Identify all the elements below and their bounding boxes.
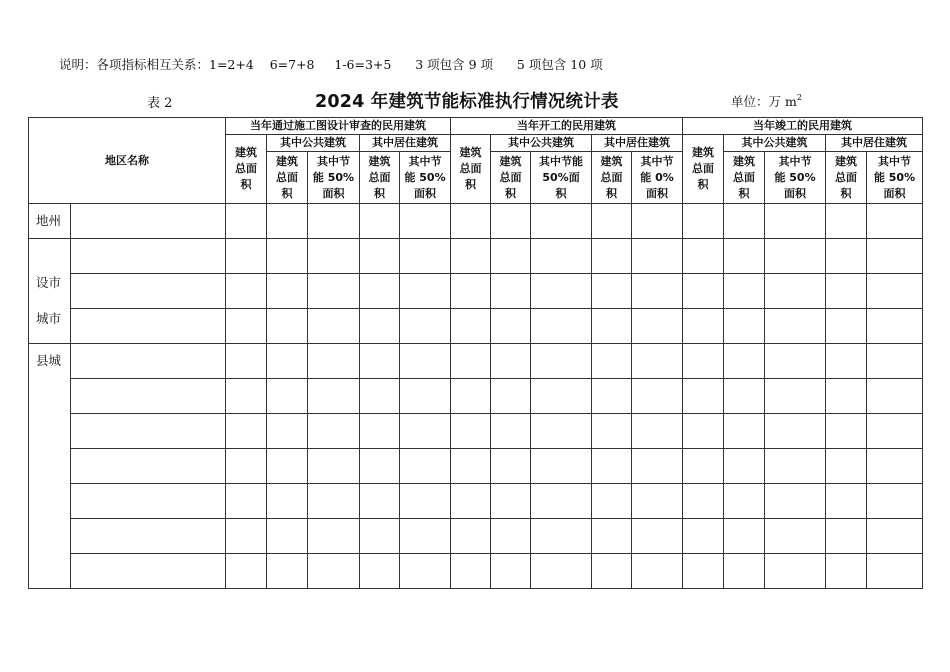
table-cell [826, 274, 867, 309]
table-cell [360, 554, 400, 589]
table-cell [826, 344, 867, 379]
table-cell [531, 554, 592, 589]
table-row [29, 344, 923, 379]
table-cell [765, 484, 826, 519]
region-xiancheng: 县城 [29, 344, 71, 589]
table-cell [491, 274, 531, 309]
table-cell [724, 274, 765, 309]
table-cell [632, 379, 683, 414]
table-cell [491, 554, 531, 589]
table-cell [724, 554, 765, 589]
table-cell [683, 204, 724, 239]
g3-res-total-header: 建筑 总面 积 [826, 152, 867, 204]
table-cell [826, 309, 867, 344]
table-cell [451, 414, 491, 449]
table-cell [308, 344, 360, 379]
table-cell [632, 519, 683, 554]
table-cell [267, 449, 308, 484]
g1-res-energy-header: 其中节 能 50% 面积 [400, 152, 451, 204]
table-cell [683, 274, 724, 309]
table-cell [267, 484, 308, 519]
table-cell [724, 414, 765, 449]
table-cell [632, 204, 683, 239]
g1-residential-header: 其中居住建筑 [360, 135, 451, 152]
table-cell [826, 204, 867, 239]
table-cell [683, 239, 724, 274]
g1-public-total-header: 建筑 总面 积 [267, 152, 308, 204]
table-cell [632, 554, 683, 589]
table-cell [592, 484, 632, 519]
table-cell [491, 484, 531, 519]
table-cell [451, 449, 491, 484]
table-cell [226, 484, 267, 519]
table-cell [226, 204, 267, 239]
g3-total-area-header: 建筑 总面 积 [683, 135, 724, 204]
table-cell [308, 309, 360, 344]
table-cell [765, 344, 826, 379]
table-cell [592, 309, 632, 344]
table-cell [867, 274, 923, 309]
table-cell [826, 554, 867, 589]
table-cell [826, 519, 867, 554]
group-started-header: 当年开工的民用建筑 [451, 118, 683, 135]
table-cell [360, 204, 400, 239]
table-cell [308, 554, 360, 589]
table-cell [531, 239, 592, 274]
table-cell [683, 309, 724, 344]
table-cell [724, 309, 765, 344]
table-cell [360, 379, 400, 414]
table-row [29, 554, 923, 589]
table-cell [531, 414, 592, 449]
page-title: 2024 年建筑节能标准执行情况统计表 [315, 92, 619, 112]
table-cell [451, 344, 491, 379]
table-cell [226, 309, 267, 344]
g3-public-energy-header: 其中节 能 50% 面积 [765, 152, 826, 204]
table-cell [724, 239, 765, 274]
table-cell [632, 414, 683, 449]
unit-superscript: 2 [796, 92, 802, 102]
table-cell [226, 414, 267, 449]
table-cell [491, 414, 531, 449]
g2-public-total-header: 建筑 总面 积 [491, 152, 531, 204]
table-cell [71, 414, 226, 449]
table-cell [531, 449, 592, 484]
g2-public-energy-header: 其中节能 50%面 积 [531, 152, 592, 204]
table-cell [724, 344, 765, 379]
table-cell [267, 204, 308, 239]
table-cell [308, 274, 360, 309]
table-cell [683, 519, 724, 554]
table-cell [451, 239, 491, 274]
table-cell [308, 239, 360, 274]
table-cell [632, 344, 683, 379]
g1-public-energy-header: 其中节 能 50% 面积 [308, 152, 360, 204]
g3-residential-header: 其中居住建筑 [826, 135, 923, 152]
table-cell [867, 344, 923, 379]
table-cell [71, 449, 226, 484]
table-cell [765, 519, 826, 554]
table-cell [308, 484, 360, 519]
table-cell [491, 239, 531, 274]
table-cell [400, 379, 451, 414]
table-cell [360, 309, 400, 344]
region-name-header: 地区名称 [29, 118, 226, 204]
table-row [29, 449, 923, 484]
g1-res-total-header: 建筑 总面 积 [360, 152, 400, 204]
table-cell [360, 344, 400, 379]
table-row [29, 484, 923, 519]
table-cell [765, 204, 826, 239]
table-cell [724, 449, 765, 484]
table-cell [683, 344, 724, 379]
table-cell [226, 379, 267, 414]
region-sheshi-chengshi: 设市 城市 [29, 239, 71, 344]
group-completed-header: 当年竣工的民用建筑 [683, 118, 923, 135]
table-cell [360, 519, 400, 554]
table-cell [683, 449, 724, 484]
header-row-groups [29, 118, 923, 135]
table-cell [360, 274, 400, 309]
table-cell [491, 344, 531, 379]
table-cell [867, 414, 923, 449]
table-cell [765, 554, 826, 589]
table-cell [531, 309, 592, 344]
table-cell [71, 274, 226, 309]
table-cell [724, 519, 765, 554]
table-cell [400, 414, 451, 449]
table-cell [765, 309, 826, 344]
table-cell [267, 519, 308, 554]
table-cell [867, 449, 923, 484]
table-row [29, 379, 923, 414]
table-cell [308, 204, 360, 239]
table-cell [531, 274, 592, 309]
table-cell [226, 344, 267, 379]
table-cell [71, 554, 226, 589]
table-cell [226, 274, 267, 309]
table-row [29, 414, 923, 449]
table-cell [867, 519, 923, 554]
g2-res-total-header: 建筑 总面 积 [592, 152, 632, 204]
table-cell [592, 379, 632, 414]
table-cell [632, 274, 683, 309]
g3-public-header: 其中公共建筑 [724, 135, 826, 152]
table-cell [867, 379, 923, 414]
group-approved-header: 当年通过施工图设计审查的民用建筑 [226, 118, 451, 135]
table-row [29, 239, 923, 274]
table-cell [400, 309, 451, 344]
table-cell [400, 239, 451, 274]
g1-total-area-header: 建筑 总面 积 [226, 135, 267, 204]
table-cell [451, 379, 491, 414]
table-cell [267, 274, 308, 309]
table-cell [360, 484, 400, 519]
table-cell [308, 449, 360, 484]
table-row [29, 274, 923, 309]
table-cell [592, 239, 632, 274]
table-cell [71, 309, 226, 344]
table-cell [826, 484, 867, 519]
unit-text: 单位：万 m [731, 94, 797, 109]
table-cell [867, 484, 923, 519]
table-cell [826, 414, 867, 449]
table-cell [724, 484, 765, 519]
table-cell [400, 519, 451, 554]
table-number: 表 2 [147, 96, 173, 111]
table-cell [592, 344, 632, 379]
table-cell [226, 519, 267, 554]
table-cell [826, 239, 867, 274]
table-cell [400, 204, 451, 239]
table-row [29, 204, 923, 239]
table-cell [867, 239, 923, 274]
g2-res-energy-header: 其中节 能 0% 面积 [632, 152, 683, 204]
table-cell [683, 554, 724, 589]
table-cell [632, 449, 683, 484]
table-cell [632, 309, 683, 344]
table-cell [451, 519, 491, 554]
table-cell [632, 239, 683, 274]
g2-public-header: 其中公共建筑 [491, 135, 592, 152]
g2-residential-header: 其中居住建筑 [592, 135, 683, 152]
table-cell [451, 309, 491, 344]
table-cell [226, 554, 267, 589]
unit-label [731, 92, 802, 110]
table-cell [867, 554, 923, 589]
table-cell [765, 274, 826, 309]
table-cell [592, 274, 632, 309]
table-cell [531, 379, 592, 414]
table-cell [724, 204, 765, 239]
table-cell [491, 309, 531, 344]
table-cell [826, 379, 867, 414]
table-cell [71, 379, 226, 414]
table-cell [765, 239, 826, 274]
table-cell [360, 239, 400, 274]
table-cell [400, 484, 451, 519]
table-cell [71, 204, 226, 239]
table-cell [531, 484, 592, 519]
table-cell [683, 414, 724, 449]
table-cell [308, 379, 360, 414]
table-cell [491, 449, 531, 484]
table-cell [531, 204, 592, 239]
g2-total-area-header: 建筑 总面 积 [451, 135, 491, 204]
g3-res-energy-header: 其中节 能 50% 面积 [867, 152, 923, 204]
table-cell [683, 379, 724, 414]
table-cell [400, 344, 451, 379]
table-cell [267, 344, 308, 379]
statistics-table [28, 117, 923, 589]
table-cell [400, 554, 451, 589]
table-cell [592, 554, 632, 589]
table-cell [226, 449, 267, 484]
g3-public-total-header: 建筑 总面 积 [724, 152, 765, 204]
table-cell [592, 414, 632, 449]
table-cell [308, 519, 360, 554]
table-cell [71, 484, 226, 519]
table-cell [491, 204, 531, 239]
table-cell [683, 484, 724, 519]
table-cell [308, 414, 360, 449]
table-cell [632, 484, 683, 519]
table-cell [592, 449, 632, 484]
table-cell [724, 379, 765, 414]
table-cell [451, 204, 491, 239]
table-cell [71, 519, 226, 554]
table-row [29, 309, 923, 344]
table-row [29, 519, 923, 554]
table-cell [826, 449, 867, 484]
table-cell [267, 379, 308, 414]
table-cell [267, 239, 308, 274]
table-cell [360, 449, 400, 484]
table-cell [451, 484, 491, 519]
table-cell [531, 344, 592, 379]
table-cell [765, 449, 826, 484]
table-cell [267, 309, 308, 344]
table-cell [451, 274, 491, 309]
table-cell [491, 519, 531, 554]
table-cell [226, 239, 267, 274]
table-cell [360, 414, 400, 449]
table-cell [267, 414, 308, 449]
table-cell [867, 204, 923, 239]
table-cell [592, 204, 632, 239]
table-cell [491, 379, 531, 414]
table-cell [71, 239, 226, 274]
table-cell [531, 519, 592, 554]
table-cell [592, 519, 632, 554]
table-cell [451, 554, 491, 589]
region-dizhou: 地州 [29, 204, 71, 239]
table-cell [267, 554, 308, 589]
table-cell [400, 449, 451, 484]
table-cell [400, 274, 451, 309]
table-cell [867, 309, 923, 344]
table-cell [71, 344, 226, 379]
table-cell [765, 414, 826, 449]
table-cell [765, 379, 826, 414]
explanation-note: 说明：各项指标相互关系：1=2+4 6=7+8 1-6=3+5 3 项包含 9 项 5 项包含 10 项 [59, 57, 603, 72]
g1-public-header: 其中公共建筑 [267, 135, 360, 152]
